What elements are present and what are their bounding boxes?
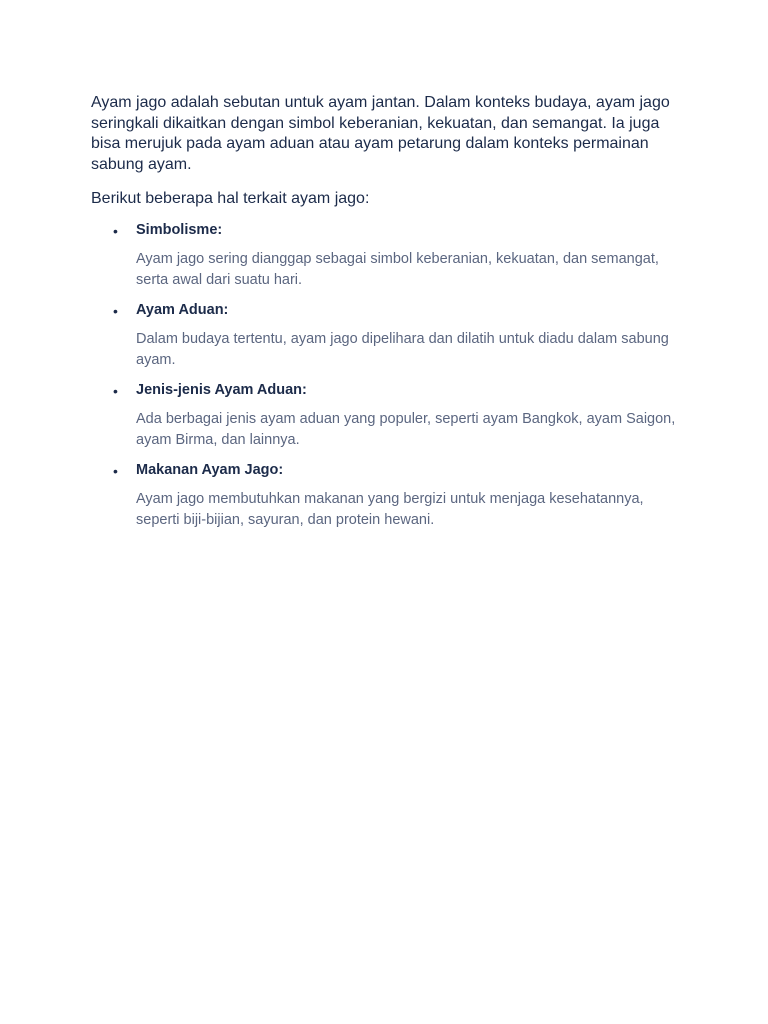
bullet-icon: •: [113, 222, 118, 239]
list-item-title: Jenis-jenis Ayam Aduan:: [136, 381, 307, 398]
list-item-description: Dalam budaya tertentu, ayam jago dipelihara dan dilatih untuk diadu dalam sabung ayam.: [136, 330, 669, 368]
list-item-title: Simbolisme:: [136, 221, 223, 238]
bullet-icon: •: [113, 302, 118, 319]
list-item-title: Ayam Aduan:: [136, 301, 229, 318]
list-item-ayam-aduan: [91, 300, 681, 372]
topic-list: [91, 220, 681, 532]
list-item-description: Ayam jago sering dianggap sebagai simbol keberanian, kekuatan, dan semangat, serta awal dari suatu hari.: [136, 250, 659, 288]
list-item-makanan-ayam-jago: [91, 460, 681, 532]
list-item-description: Ada berbagai jenis ayam aduan yang populer, seperti ayam Bangkok, ayam Saigon, ayam Birma, dan lainnya.: [136, 410, 676, 448]
list-item-jenis-ayam-aduan: [91, 380, 681, 452]
list-intro: Berikut beberapa hal terkait ayam jago:: [91, 190, 370, 207]
bullet-icon: •: [113, 462, 118, 479]
list-item-description: Ayam jago membutuhkan makanan yang bergizi untuk menjaga kesehatannya, seperti biji-bijian, sayuran, dan protein hewani.: [136, 490, 644, 528]
list-item-simbolisme: [91, 220, 681, 292]
document-content: [91, 93, 681, 540]
intro-paragraph: Ayam jago adalah sebutan untuk ayam jantan. Dalam konteks budaya, ayam jago seringkali dikaitkan dengan simbol keberanian, kekuatan, dan semangat. Ia juga bisa merujuk pada ayam aduan atau ayam petarung dalam konteks permainan sabung ayam.: [91, 94, 670, 173]
bullet-icon: •: [113, 382, 118, 399]
list-item-title: Makanan Ayam Jago:: [136, 461, 284, 478]
